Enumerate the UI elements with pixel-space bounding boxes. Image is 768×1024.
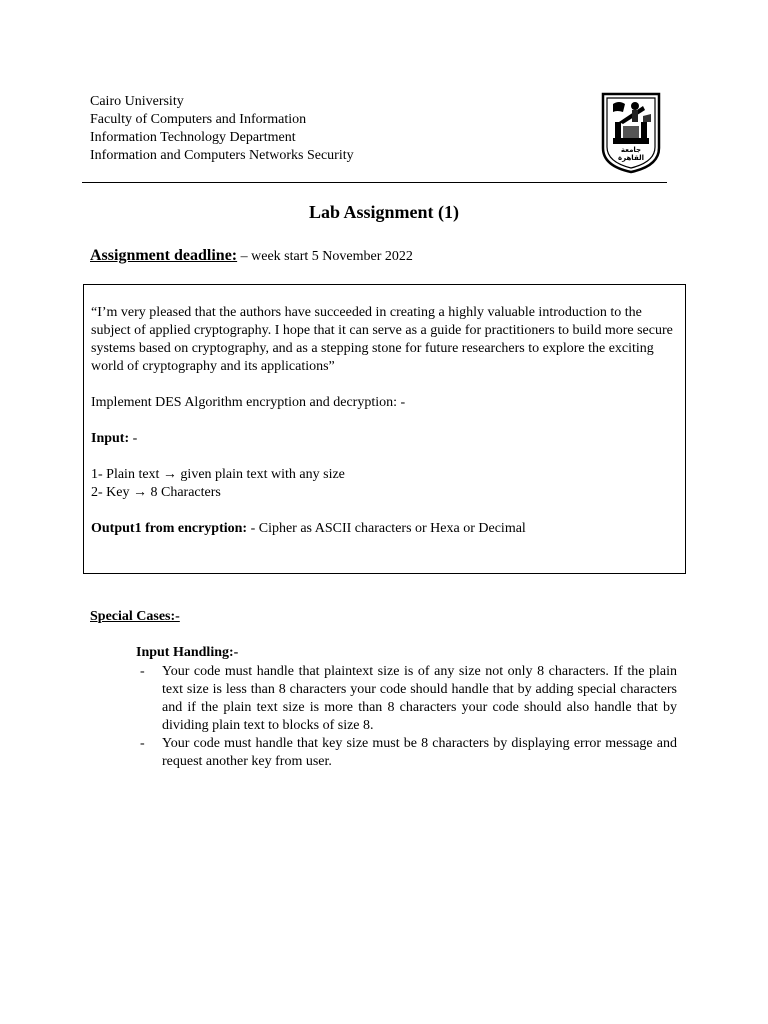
cairo-university-seal-icon xyxy=(599,92,663,174)
special-cases-heading: Special Cases:- xyxy=(90,609,180,624)
implement-line: Implement DES Algorithm encryption and decryption: - xyxy=(91,395,406,410)
deadline-label: Assignment deadline: xyxy=(90,247,238,264)
header-divider xyxy=(82,182,667,183)
output-label: Output1 from encryption: xyxy=(91,521,248,536)
deadline-line xyxy=(90,247,413,265)
seal-lettering: جامعة القاهرة xyxy=(617,146,645,162)
input-label: Input: xyxy=(91,431,130,446)
quote-paragraph: “I’m very pleased that the authors have succeeded in creating a highly valuable introduction to the subject of applied cryptography. I hope that it can serve as a guide for practitioners to build more secure systems based on cryptography, and as a stepping stone for future researchers to explore the exciting world of cryptography and its applications” xyxy=(91,305,673,374)
output-line xyxy=(91,520,677,538)
page-title: Lab Assignment (1) xyxy=(308,202,460,222)
list-item-text: Your code must handle that key size must be 8 characters by displaying error message and request another key from user. xyxy=(162,736,677,769)
input-suffix: - xyxy=(129,431,138,446)
bullet-marker: - xyxy=(140,736,145,751)
deadline-value: – week start 5 November 2022 xyxy=(237,249,413,264)
requirements-list xyxy=(136,663,677,771)
input-item-plain-text: 1- Plain text → given plain text with any size xyxy=(91,467,345,482)
university-name: Cairo University xyxy=(90,94,184,109)
bullet-marker: - xyxy=(140,664,145,679)
assignment-box xyxy=(83,284,686,574)
header-block xyxy=(90,93,354,165)
faculty-name: Faculty of Computers and Information xyxy=(90,112,307,127)
list-item xyxy=(136,663,677,735)
list-item xyxy=(136,735,677,771)
assignment-box-content xyxy=(91,304,677,538)
input-line xyxy=(91,430,677,448)
input-item-key: 2- Key → 8 Characters xyxy=(91,485,221,500)
input-handling-heading: Input Handling:- xyxy=(136,645,239,660)
list-item-text: Your code must handle that plaintext size is of any size not only 8 characters. If the plain text size is less than 8 characters your code should handle that by adding special characters and if the plain text size is more than 8 characters your code should also handle that by dividing plain text to blocks of size 8. xyxy=(162,664,677,733)
department-name: Information Technology Department xyxy=(90,130,296,145)
course-name: Information and Computers Networks Security xyxy=(90,148,354,163)
output-value: - Cipher as ASCII characters or Hexa or Decimal xyxy=(247,521,526,536)
